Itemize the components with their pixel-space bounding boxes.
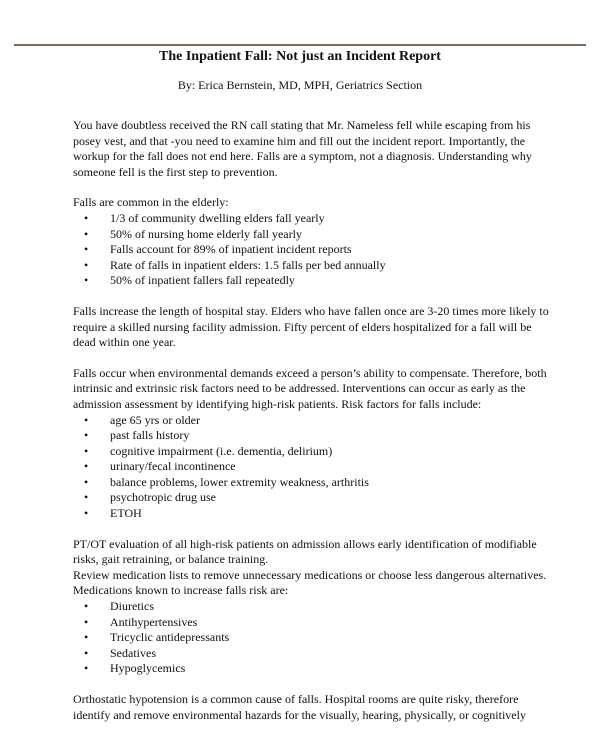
list-item: • 50% of inpatient fallers fall repeatedly — [73, 273, 553, 289]
spacer — [73, 289, 553, 304]
spacer — [73, 522, 553, 537]
falls-common-list — [73, 211, 553, 289]
medications-paragraph: Review medication lists to remove unnecessary medications or choose less dangerous alternatives. Medications known to increase falls risk are: — [73, 567, 547, 598]
list-item: • ETOH — [73, 506, 553, 522]
list-item: • Antihypertensives — [73, 615, 553, 631]
document-title: The Inpatient Fall: Not just an Incident Report — [159, 49, 441, 64]
list-item: • 1/3 of community dwelling elders fall yearly — [73, 211, 553, 227]
document-body — [73, 118, 553, 723]
risk-factors-paragraph: Falls occur when environmental demands exceed a person’s ability to compensate. Therefore, both intrinsic and extrinsic risk factors need to be addressed. Interventions can occur as early as the admission assessment by identifying high-risk patients. Risk factors for falls include: — [73, 365, 547, 411]
intro-paragraph: You have doubtless received the RN call stating that Mr. Nameless fell while escaping from his posey vest, and that -you need to examine him and fill out the incident report. Importantly, the workup for the fall does not end here. Falls are a symptom, not a diagnosis. Understanding why someone fell is the first step to prevention. — [73, 118, 532, 179]
list-item: • urinary/fecal incontinence — [73, 459, 553, 475]
orthostatic-paragraph: Orthostatic hypotension is a common cause of falls. Hospital rooms are quite risky, therefore identify and remove environmental hazards for the visually, hearing, physically, or cognitively — [73, 692, 526, 722]
ptot-paragraph: PT/OT evaluation of all high-risk patients on admission allows early identification of modifiable risks, gait retraining, or balance training. — [73, 536, 537, 567]
list-item: • Hypoglycemics — [73, 661, 553, 677]
list-item: • 50% of nursing home elderly fall yearly — [73, 227, 553, 243]
medications-list — [73, 599, 553, 677]
list-item: • past falls history — [73, 428, 553, 444]
list-item: • psychotropic drug use — [73, 490, 553, 506]
list-item: • Tricyclic antidepressants — [73, 630, 553, 646]
list-item: • Falls account for 89% of inpatient incident reports — [73, 242, 553, 258]
list-item: • cognitive impairment (i.e. dementia, delirium) — [73, 444, 553, 460]
list-item: • age 65 yrs or older — [73, 413, 553, 429]
spacer — [73, 351, 553, 366]
list-item: • Diuretics — [73, 599, 553, 615]
list-item: • Rate of falls in inpatient elders: 1.5 falls per bed annually — [73, 258, 553, 274]
falls-common-heading: Falls are common in the elderly: — [73, 195, 229, 210]
header-rule — [14, 44, 586, 46]
author-byline: By: Erica Bernstein, MD, MPH, Geriatrics Section — [177, 78, 423, 92]
list-item: • balance problems, lower extremity weakness, arthritis — [73, 475, 553, 491]
spacer — [73, 677, 553, 692]
spacer — [73, 180, 553, 195]
hospital-stay-paragraph: Falls increase the length of hospital stay. Elders who have fallen once are 3-20 times more likely to require a skilled nursing facility admission. Fifty percent of elders hospitalized for a fall will be dead within one year. — [73, 303, 549, 350]
risk-factors-list — [73, 413, 553, 522]
list-item: • Sedatives — [73, 646, 553, 662]
